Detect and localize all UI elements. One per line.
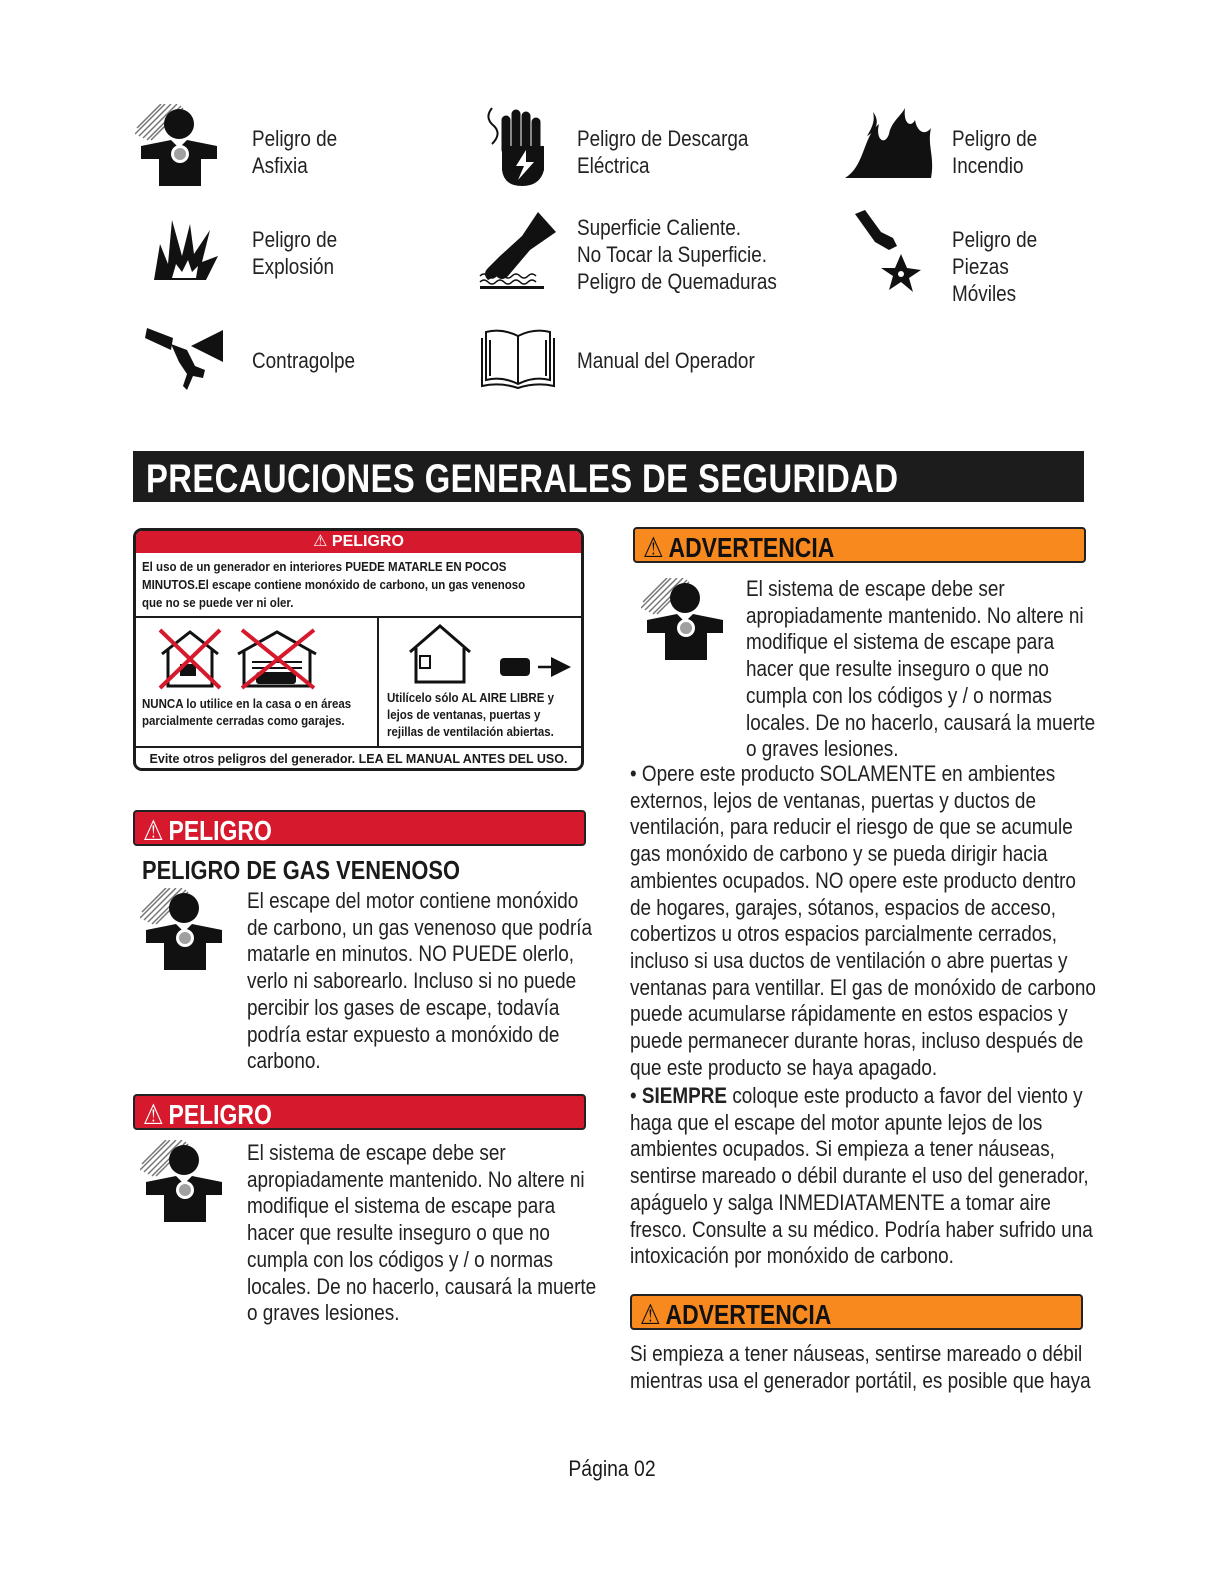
warning-triangle-icon: ⚠ bbox=[143, 815, 164, 846]
exhaust-danger-text: El sistema de escape debe ser apropiadamente mantenido. No altere ni modifique el sistema de escape para hacer que resulte inseguro o que no cumpla con los códigos y / o normas locales. De no hacerlo, causará la muerte o graves lesiones. bbox=[247, 1140, 597, 1326]
danger-header-2-text: PELIGRO bbox=[168, 1098, 272, 1130]
warning-header-2-text: ADVERTENCIA bbox=[665, 1298, 832, 1330]
kickback-icon bbox=[143, 326, 227, 392]
asphyxiation-hazard-icon bbox=[140, 1140, 230, 1224]
danger-label-pictograms bbox=[136, 616, 581, 748]
generator-away-icon bbox=[496, 654, 574, 680]
danger-label-header bbox=[136, 531, 581, 553]
danger-label-header-text: PELIGRO bbox=[331, 533, 404, 550]
symbol-label-manual: Manual del Operador bbox=[577, 348, 755, 373]
symbol-label-hot-surface: Superficie Caliente. No Tocar la Superficie. Peligro de Quemaduras bbox=[577, 215, 777, 294]
bullet-marker: • bbox=[630, 1083, 642, 1108]
asphyxiation-hazard-icon bbox=[135, 104, 225, 188]
warning-triangle-icon: ⚠ bbox=[143, 1099, 164, 1130]
danger-label-divider bbox=[377, 618, 379, 748]
danger-label-footer: Evite otros peligros del generador. LEA EL MANUAL ANTES DEL USO. bbox=[136, 746, 581, 770]
danger-label-never-text: NUNCA lo utilice en la casa o en áreas parcialmente cerradas como garajes. bbox=[142, 697, 352, 728]
exhaust-warning-text: El sistema de escape debe ser apropiadamente mantenido. No altere ni modifique el sistema de escape para hacer que resulte inseguro o que no cumpla con los códigos y / o normas locales. De no hacerlo, causará la muerte o graves lesiones. bbox=[746, 576, 1096, 762]
danger-header-1-text: PELIGRO bbox=[168, 814, 272, 846]
no-garage-icon bbox=[234, 626, 320, 690]
symbol-label-explosion: Peligro de Explosión bbox=[252, 227, 338, 279]
no-house-icon bbox=[156, 626, 224, 690]
section-title: PRECAUCIONES GENERALES DE SEGURIDAD bbox=[146, 457, 899, 501]
warning-triangle-icon: ⚠ bbox=[313, 533, 328, 550]
danger-label-intro: El uso de un generador en interiores PUEDE MATARLE EN POCOS MINUTOS.El escape contiene monóxido de carbono, un gas venenoso que no se puede ver ni oler. bbox=[142, 560, 526, 610]
always-keyword: SIEMPRE bbox=[641, 1083, 728, 1108]
fire-hazard-icon bbox=[845, 106, 935, 180]
asphyxiation-hazard-icon bbox=[641, 578, 731, 662]
hot-surface-icon bbox=[478, 210, 558, 290]
warning-header-2 bbox=[630, 1294, 1083, 1330]
section-title-banner bbox=[133, 451, 1084, 502]
danger-label-outdoor-text: Utilícelo sólo AL AIRE LIBRE y lejos de ventanas, puertas y rejillas de ventilación abiertas. bbox=[387, 691, 554, 739]
warning-triangle-icon: ⚠ bbox=[640, 1299, 661, 1330]
poison-gas-text: El escape del motor contiene monóxido de carbono, un gas venenoso que podría matarle en minutos. NO PUEDE olerlo, verlo ni saborearlo. Incluso si no puede percibir los gases de escape, todavía podría estar expuesto a monóxido de carbono. bbox=[247, 888, 593, 1074]
warning-header-1 bbox=[633, 527, 1086, 563]
page-number: Página 02 bbox=[568, 1456, 656, 1481]
symbol-label-kickback: Contragolpe bbox=[252, 348, 356, 373]
operator-manual-icon bbox=[478, 326, 558, 390]
poison-gas-subtitle: PELIGRO DE GAS VENENOSO bbox=[142, 855, 460, 885]
warning-triangle-icon: ⚠ bbox=[643, 532, 664, 563]
danger-header-2 bbox=[133, 1094, 586, 1130]
downwind-bullet-text: coloque este producto a favor del viento y haga que el escape del motor apunte lejos de los ambientes ocupados. Si empieza a tener náuseas, sentirse mareado o débil durante el uso del generador, apáguelo y salga INMEDIATAMENTE a tomar aire fresco. Consulte a su médico. Podría haber sufrido una intoxicación por monóxido de carbono. bbox=[630, 1083, 1093, 1269]
asphyxiation-hazard-icon bbox=[140, 888, 230, 972]
moving-parts-icon bbox=[853, 210, 925, 292]
nausea-warning-text: Si empieza a tener náuseas, sentirse mareado o débil mientras usa el generador portátil, es posible que haya bbox=[630, 1341, 1091, 1393]
symbol-label-electric: Peligro de Descarga Eléctrica bbox=[577, 126, 749, 178]
electric-shock-hazard-icon bbox=[482, 106, 554, 188]
danger-label bbox=[133, 528, 584, 771]
operate-outdoors-bullet: • Opere este producto SOLAMENTE en ambientes externos, lejos de ventanas, puertas y ductos de ventilación, para reducir el riesgo de que se acumule gas monóxido de carbono y se pueda dirigir hacia ambientes ocupados. NO opere este producto dentro de hogares, garajes, sótanos, espacios de acceso, cobertizos u otros espacios parcialmente cerrados, incluso si usa ductos de ventilación o abre puertas y ventanas para ventillar. El gas de monóxido de carbono puede acumularse rápidamente en estos espacios y puede permanecer durante horas, incluso después de que este producto se haya apagado. bbox=[630, 761, 1096, 1080]
symbol-label-asphyxiation: Peligro de Asfixia bbox=[252, 126, 338, 178]
danger-header-1 bbox=[133, 810, 586, 846]
downwind-bullet bbox=[630, 1083, 1101, 1270]
explosion-hazard-icon bbox=[150, 216, 220, 282]
symbol-label-moving-parts: Peligro de Piezas Móviles bbox=[952, 227, 1038, 306]
warning-header-1-text: ADVERTENCIA bbox=[668, 531, 835, 563]
house-outdoor-icon bbox=[406, 622, 474, 686]
symbol-label-fire: Peligro de Incendio bbox=[952, 126, 1038, 178]
